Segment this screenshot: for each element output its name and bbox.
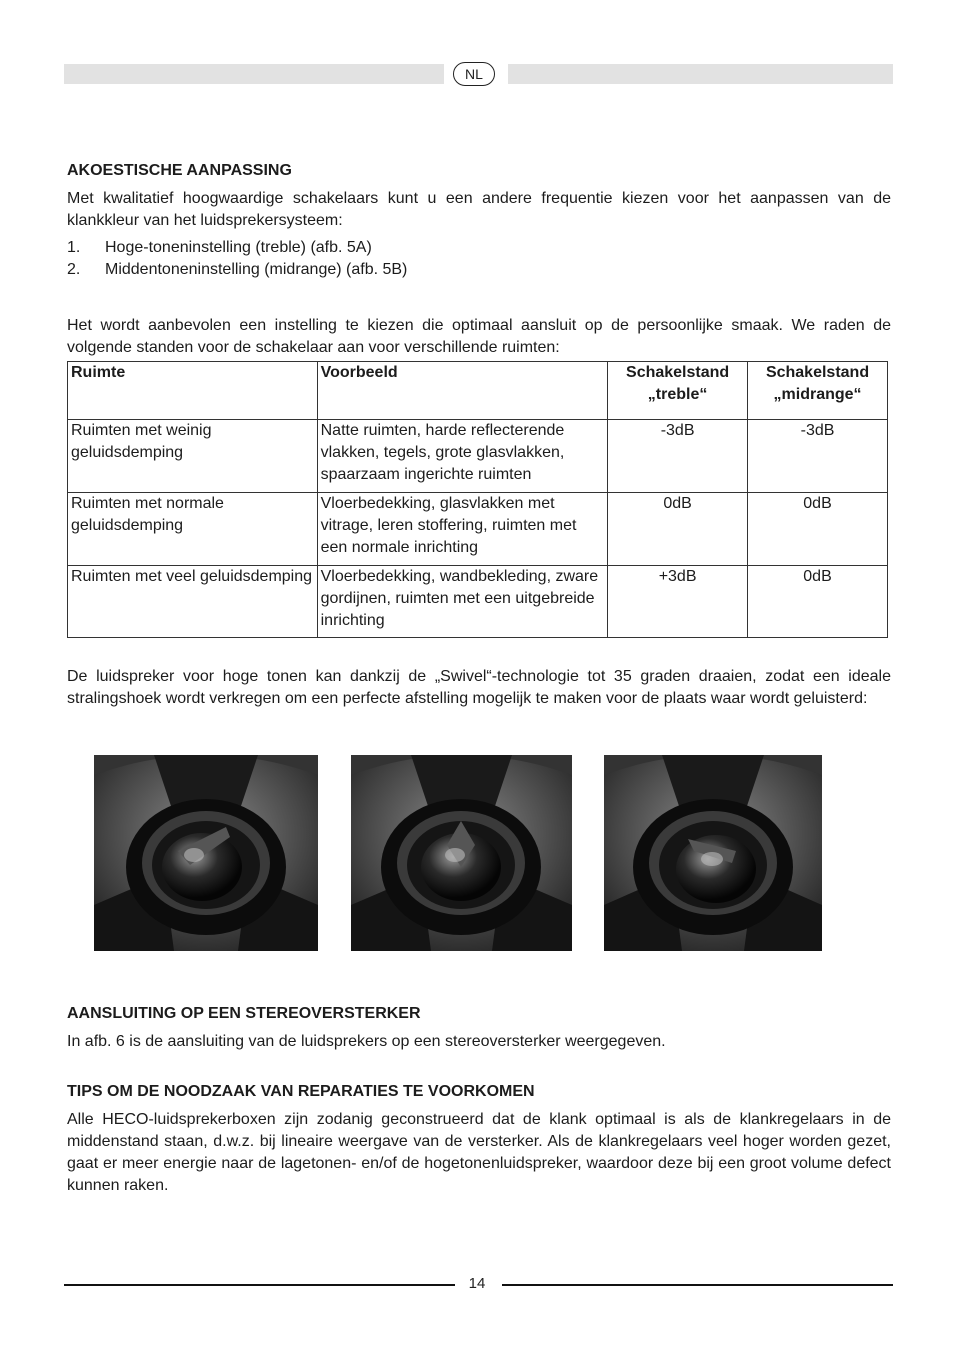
cell-treble: -3dB — [608, 420, 748, 493]
amplifier-text: In afb. 6 is de aansluiting van de luidsprekers op een stereoversterker weergegeven. — [67, 1033, 666, 1050]
table-row — [68, 493, 888, 566]
recommendation-text: Het wordt aanbevolen een instelling te kiezen die optimaal aansluit op de persoonlijke smaak. We raden de volgende standen voor de schakelaar aan voor verschillende ruimten: — [67, 317, 891, 356]
tweeter-photo-row — [0, 755, 954, 951]
table-header-row — [68, 362, 888, 420]
section-heading-acoustic: AKOESTISCHE AANPASSING — [67, 162, 292, 179]
cell-example: Vloerbedekking, glasvlakken met vitrage, leren stoffering, ruimten met een normale inrichting — [317, 493, 608, 566]
tweeter-photo — [604, 755, 822, 951]
header-treble: Schakelstand „treble“ — [608, 362, 748, 420]
lower-content — [67, 1003, 891, 1197]
tweeter-photo — [94, 755, 318, 951]
footer-rule-left — [64, 1284, 455, 1286]
page-number: 14 — [468, 1275, 486, 1292]
header-room: Ruimte — [68, 362, 318, 420]
cell-example: Natte ruimten, harde reflecterende vlakken, tegels, grote glasvlakken, spaarzaam ingerichte ruimten — [317, 420, 608, 493]
header-midrange: Schakelstand „midrange“ — [748, 362, 888, 420]
cell-treble: 0dB — [608, 493, 748, 566]
table-row — [68, 420, 888, 493]
settings-table — [67, 361, 888, 638]
section-heading-amplifier: AANSLUITING OP EEN STEREOVERSTERKER — [67, 1005, 421, 1022]
swivel-text: De luidspreker voor hoge tonen kan dankzij de „Swivel“-technologie tot 35 graden draaien, zodat een ideale stralingshoek wordt verkregen om een perfecte afstelling mogelijk te maken voor de plaats waar wordt geluisterd: — [67, 668, 891, 707]
list-item: 1. Hoge-toneninstelling (treble) (afb. 5A) — [67, 239, 372, 256]
cell-room: Ruimten met weinig geluidsdemping — [68, 420, 318, 493]
adjustment-list — [67, 237, 891, 281]
cell-midrange: 0dB — [748, 566, 888, 638]
tweeter-photo — [351, 755, 572, 951]
cell-midrange: -3dB — [748, 420, 888, 493]
page-content — [67, 160, 891, 710]
cell-room: Ruimten met veel geluidsdemping — [68, 566, 318, 638]
cell-midrange: 0dB — [748, 493, 888, 566]
cell-example: Vloerbedekking, wandbekleding, zware gordijnen, ruimten met een uitgebreide inrichting — [317, 566, 608, 638]
header-example: Voorbeeld — [317, 362, 608, 420]
footer-rule-right — [502, 1284, 893, 1286]
list-item: 2. Middentoneninstelling (midrange) (afb. 5B) — [67, 261, 408, 278]
language-badge: NL — [453, 62, 495, 86]
tips-text: Alle HECO-luidsprekerboxen zijn zodanig geconstrueerd dat de klank optimaal is als de klankregelaars in de middenstand staan, d.w.z. bij lineaire weergave van de versterker. Als de klankregelaars veel hoger worden gezet, gaat er meer energie naar de lagetonen- en/of de hogetonenluidspreker, waardoor deze bij een groot volume defect kunnen raken. — [67, 1111, 891, 1194]
cell-room: Ruimten met normale geluidsdemping — [68, 493, 318, 566]
cell-treble: +3dB — [608, 566, 748, 638]
section-heading-tips: TIPS OM DE NOODZAAK VAN REPARATIES TE VOORKOMEN — [67, 1083, 535, 1100]
table-row — [68, 566, 888, 638]
acoustic-intro: Met kwalitatief hoogwaardige schakelaars kunt u een andere frequentie kiezen voor het aanpassen van de klankkleur van het luidsprekersysteem: — [67, 190, 891, 229]
